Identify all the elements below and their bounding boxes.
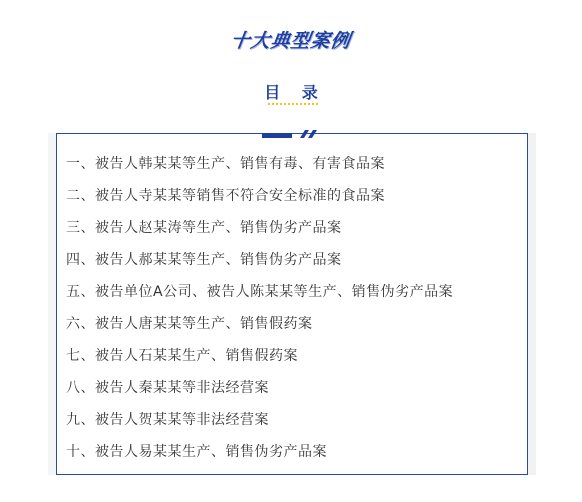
toc-heading: 目 录 [264, 83, 326, 102]
toc-heading-underline [268, 103, 318, 105]
toc-item-4[interactable]: 四、被告人郝某某等生产、销售伪劣产品案 [66, 252, 342, 268]
toc-item-10[interactable]: 十、被告人易某某生产、销售伪劣产品案 [66, 444, 327, 460]
toc-item-1[interactable]: 一、被告人韩某某等生产、销售有毒、有害食品案 [66, 156, 385, 172]
toc-item-7[interactable]: 七、被告人石某某生产、销售假药案 [66, 348, 298, 364]
toc-item-3[interactable]: 三、被告人赵某涛等生产、销售伪劣产品案 [66, 220, 342, 236]
box-side-shade-left [48, 133, 56, 475]
toc-item-8[interactable]: 八、被告人秦某某等非法经营案 [66, 380, 269, 396]
toc-list [66, 148, 453, 468]
box-side-shade-right [528, 133, 536, 475]
toc-item-9[interactable]: 九、被告人贺某某等非法经营案 [66, 412, 269, 428]
toc-item-5[interactable]: 五、被告单位A公司、被告人陈某某等生产、销售伪劣产品案 [66, 284, 454, 300]
main-title: 十大典型案例 [229, 30, 353, 52]
toc-item-2[interactable]: 二、被告人寺某某等销售不符合安全标准的食品案 [66, 188, 385, 204]
stripe-decoration-icon [262, 128, 332, 140]
toc-item-6[interactable]: 六、被告人唐某某等生产、销售假药案 [66, 316, 313, 332]
